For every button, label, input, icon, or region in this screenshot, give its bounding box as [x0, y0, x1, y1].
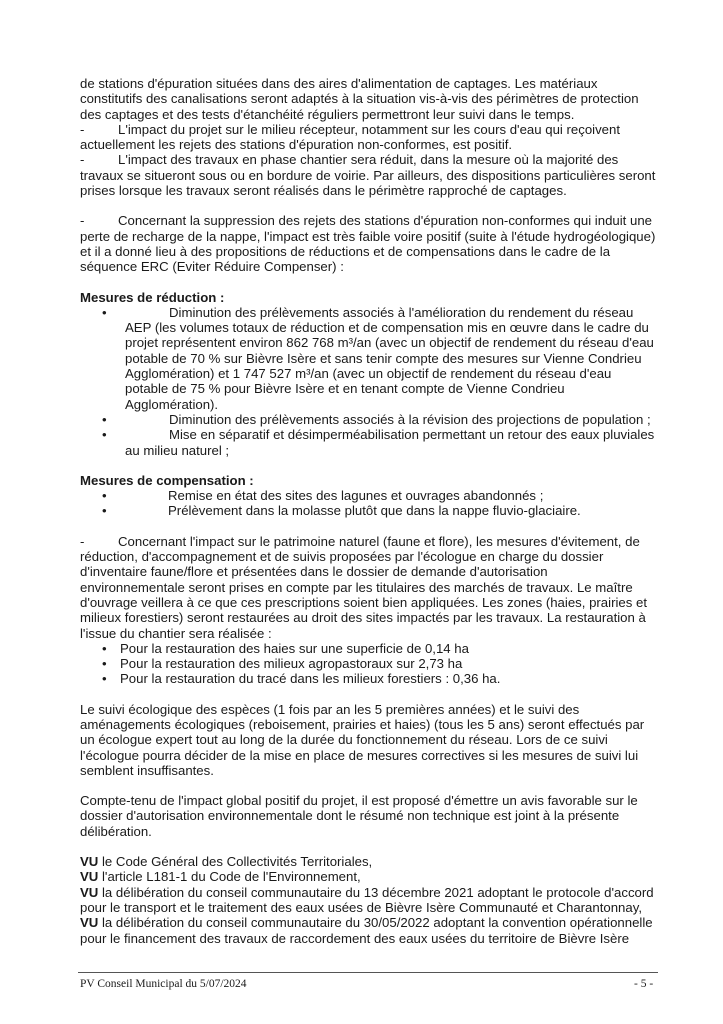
- paragraph-avis-favorable: Compte-tenu de l'impact global positif du projet, il est proposé d'émettre un avis favorable sur le dossier d'autorisation environnementale dont le résumé non technique est joint à la présente délibération.: [80, 793, 638, 839]
- list-mesures-reduction: [80, 305, 656, 458]
- list-item: • Prélèvement dans la molasse plutôt que dans la nappe fluvio-glaciaire.: [80, 503, 656, 518]
- page-body: [80, 76, 656, 946]
- vu-item: VU le Code Général des Collectivités Territoriales,: [80, 854, 373, 870]
- list-mesures-compensation: [80, 488, 656, 519]
- paragraph-suppression-rejets: - Concernant la suppression des rejets des stations d'épuration non-conformes qui induit une perte de recharge de la nappe, l'impact est très faible voire positif (suite à l'étude hydrogéologique) et il a donné lieu à des propositions de réductions et de compensations dans le cadre de la séquence ERC (Eviter Réduire Compenser) :: [80, 213, 656, 275]
- heading-mesures-reduction: Mesures de réduction :: [80, 289, 225, 305]
- footer-divider: [78, 972, 658, 973]
- dash-marker: -: [80, 152, 85, 168]
- paragraph-patrimoine-naturel: - Concernant l'impact sur le patrimoine naturel (faune et flore), les mesures d'évitement, de réduction, d'accompagnement et de suivis proposées par l'écologue en charge du dossier d'inventaire faune/flore et présentées dans le dossier de demande d'autorisation environnementale seront prises en compte par les titulaires des marchés de travaux. Le maître d'ouvrage veillera à ce que ces prescriptions soient bien appliquées. Les zones (haies, prairies et milieux forestiers) seront restaurées au droit des sites impactés par les travaux. La restauration à l'issue du chantier sera réalisée :: [80, 533, 647, 641]
- list-item: • Pour la restauration du tracé dans les milieux forestiers : 0,36 ha.: [80, 671, 656, 686]
- list-item: • Diminution des prélèvements associés à l'amélioration du rendement du réseau AEP (les volumes totaux de réduction et de compensation mis en œuvre dans le cadre du projet représentent environ 862 768 m³/an (avec un objectif de rendement du réseau d'eau potable de 70 % sur Bièvre Isère et sans tenir compte des mesures sur Vienne Condrieu Agglomération) et 1 747 527 m³/an (avec un objectif de rendement du réseau d'eau potable de 75 % pour Bièvre Isère et en tenant compte de Vienne Condrieu Agglomération).: [80, 305, 656, 412]
- page-number: - 5 -: [634, 978, 654, 990]
- paragraph-impact-milieu: - L'impact du projet sur le milieu récepteur, notamment sur les cours d'eau qui reçoivent actuellement les rejets des stations d'épuration non-conformes, est positif.: [80, 121, 621, 153]
- list-item: • Pour la restauration des milieux agropastoraux sur 2,73 ha: [80, 656, 656, 671]
- vu-item: VU l'article L181-1 du Code de l'Environnement,: [80, 869, 361, 885]
- paragraph-impact-chantier: - L'impact des travaux en phase chantier sera réduit, dans la mesure où la majorité des travaux se situeront sous ou en bordure de voirie. Par ailleurs, des dispositions particulières seront prises lorsque les travaux seront réalisés dans le périmètre rapproché de captages.: [80, 152, 656, 199]
- list-restauration: [80, 641, 656, 687]
- dash-marker: -: [80, 213, 85, 229]
- list-item: • Mise en séparatif et désimperméabilisation permettant un retour des eaux pluviales au milieu naturel ;: [80, 427, 656, 458]
- dash-marker: -: [80, 533, 85, 549]
- footer-title: PV Conseil Municipal du 5/07/2024: [80, 978, 247, 990]
- vu-item: VU la délibération du conseil communautaire du 13 décembre 2021 adoptant le protocole d'accord pour le transport et le traitement des eaux usées de Bièvre Isère Communauté et Charantonnay,: [80, 884, 654, 915]
- list-item: • Diminution des prélèvements associés à la révision des projections de population ;: [80, 412, 656, 427]
- paragraph-suivi-ecologique: Le suivi écologique des espèces (1 fois par an les 5 premières années) et le suivi des aménagements écologiques (reboisement, prairies et haies) (tous les 5 ans) seront effectués par un écologue expert tout au long de la durée du fonctionnement du réseau. Lors de ce suivi l'écologue pourra décider de la mise en place de mesures correctives si les mesures de suivi lui semblent insuffisantes.: [80, 701, 645, 778]
- list-item: • Pour la restauration des haies sur une superficie de 0,14 ha: [80, 641, 656, 656]
- dash-marker: -: [80, 121, 85, 137]
- vu-item: VU la délibération du conseil communautaire du 30/05/2022 adoptant la convention opérationnelle pour le financement des travaux de raccordement des eaux usées du territoire de Bièvre Isère: [80, 915, 653, 946]
- heading-mesures-compensation: Mesures de compensation :: [80, 472, 254, 488]
- vu-section: [80, 854, 656, 946]
- list-item: • Remise en état des sites des lagunes et ouvrages abandonnés ;: [80, 488, 656, 503]
- paragraph-stations-captages: de stations d'épuration situées dans des aires d'alimentation de captages. Les matériaux constitutifs des canalisations seront adaptés à la situation vis-à-vis des périmètres de protection des captages et des tests d'étanchéité réguliers permettront leur suivi dans le temps.: [80, 76, 639, 122]
